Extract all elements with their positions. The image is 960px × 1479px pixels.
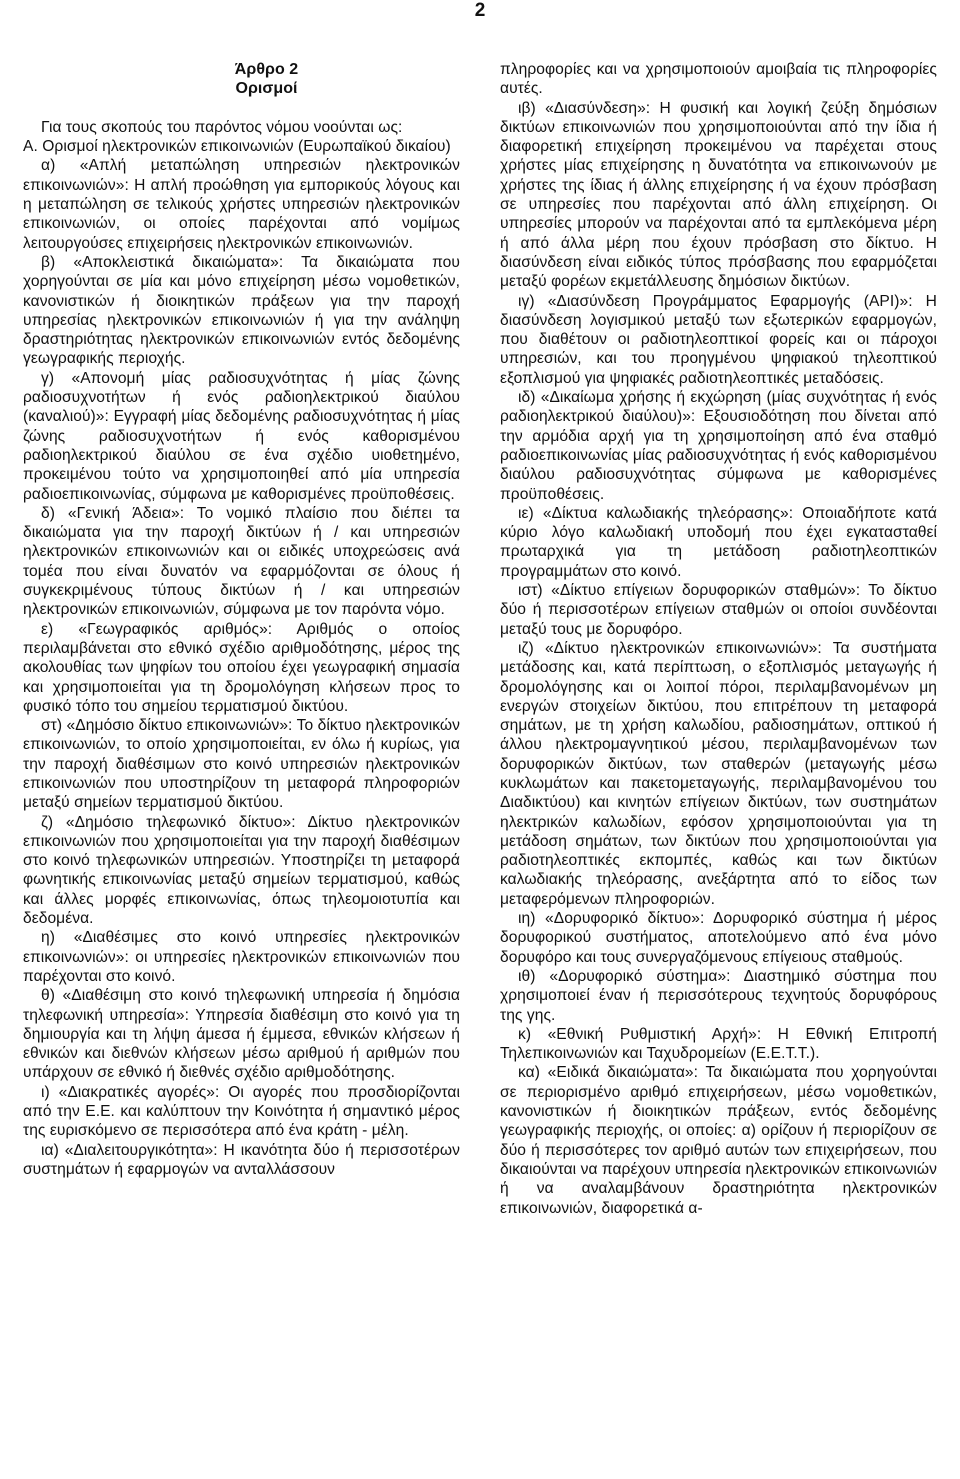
right-column bbox=[500, 60, 937, 1218]
definition-ig: ιγ) «Διασύνδεση Προγράμματος Εφαρμογής (API)»: Η διασύνδεση λογισμικού μεταξύ των εξωτερικών εφαρμογών, που διαθέτουν οι ραδιοτηλεοπτικοί φορείς και οι πάροχοι υπηρεσιών, και του προηγμένου ψηφιακού τηλεοπτικού εξοπλισμού για ψηφιακές ραδιοτηλεοπτικές μεταδόσεις. bbox=[500, 292, 937, 387]
definition-e: ε) «Γεωγραφικός αριθμός»: Αριθμός ο οποίος περιλαμβάνεται στο εθνικό σχέδιο αριθμοδότησης, μέρος της ακολουθίας των ψηφίων του οποίου έχει γεωγραφική σημασία και χρησιμοποιείται για τη δρομολόγηση κλήσεων προς το φυσικό τόπο του σημείου τερματισμού δικτύου. bbox=[23, 620, 460, 715]
article-title: Άρθρο 2 bbox=[234, 61, 299, 78]
definition-z: ζ) «Δημόσιο τηλεφωνικό δίκτυο»: Δίκτυο ηλεκτρονικών επικοινωνιών που χρησιμοποιείται για την παροχή διαθέσιμων στο κοινό τηλεφωνικών υπηρεσιών. Υποστηρίζει τη μεταφορά φωνητικής επικοινωνίας μεταξύ σημείων τερματισμού, καθώς και άλλες μορφές επικοινωνίας, όπως τηλεομοιοτυπία και δεδομένα. bbox=[23, 813, 460, 928]
definition-i: ι) «Διακρατικές αγορές»: Οι αγορές που προσδιορίζονται από την Ε.Ε. και καλύπτουν την Κοινότητα ή σημαντικό μέρος της ευρισκόμενο σε περισσότερα από ένα κράτη - μέλη. bbox=[23, 1083, 460, 1140]
definition-k: κ) «Εθνική Ρυθμιστική Αρχή»: Η Εθνική Επιτροπή Τηλεπικοινωνιών και Ταχυδρομείων (Ε.Ε.Τ.Τ.). bbox=[500, 1025, 937, 1063]
intro-paragraph: Για τους σκοπούς του παρόντος νόμου νοούνται ως: bbox=[41, 118, 403, 136]
definition-c: γ) «Απονομή μίας ραδιοσυχνότητας ή μίας ζώνης ραδιοσυχνοτήτων ή ενός ραδιοηλεκτρικού διαύλου (καναλιού)»: Εγγραφή μίας δεδομένης ραδιοσυχνότητας ή μίας ζώνης ραδιοσυχνοτήτων ή ενός καθορισμένου ραδιοηλεκτρικού διαύλου σε ένα σχέδιο υιοθετημένο, προκειμένου τούτο να χρησιμοποιηθεί από μία υπηρεσία ραδιοεπικοινωνίας, σύμφωνα με καθορισμένες προϋποθέσεις. bbox=[23, 369, 460, 503]
definition-ib: ιβ) «Διασύνδεση»: Η φυσική και λογική ζεύξη δημόσιων δικτύων επικοινωνιών που χρησιμοποιούνται από την ίδια ή διαφορετική επιχείρηση προκειμένου να παρέχεται στους χρήστες μίας επιχείρησης η δυνατότητα να επικοινωνούν με χρήστες της ίδιας ή άλλης επιχείρησης ή να έχουν πρόσβαση σε υπηρεσίες που παρέχονται από άλλη επιχείρηση. Οι υπηρεσίες μπορούν να παρέχονται από τα εμπλεκόμενα μέρη ή από άλλα μέρη που έχουν πρόσβαση στο δίκτυο. Η διασύνδεση είναι ειδικός τύπος πρόσβασης που εφαρμόζεται μεταξύ φορέων εκμετάλλευσης δημόσιων δικτύων. bbox=[500, 99, 937, 291]
definition-id: ιδ) «Δικαίωμα χρήσης ή εκχώρηση (μίας συχνότητας ή ενός ραδιοηλεκτρικού διαύλου)»: Εξουσιοδότηση που δίνεται από την αρμόδια αρχή για τη χρησιμοποίηση από ένα σταθμό ραδιοεπικοινωνίας μίας ραδιοσυχνότητας ή ενός καθορισμένου διαύλου ραδιοσυχνότητας σύμφωνα με καθορισμένες προϋποθέσεις. bbox=[500, 389, 937, 503]
definition-ie: ιε) «Δίκτυα καλωδιακής τηλεόρασης»: Οποιαδήποτε κατά κύριο λόγο καλωδιακή υποδομή που έχει εγκατασταθεί πρωταρχικά για τη μετάδοση ραδιοτηλεοπτικών προγραμμάτων στο κοινό. bbox=[500, 504, 937, 580]
definition-ih: ιη) «Δορυφορικό δίκτυο»: Δορυφορικό σύστημα ή μέρος δορυφορικού συστήματος, αποτελούμενο από ένα μόνο δορυφόρο και τους συνεργαζόμενους επίγειους σταθμούς. bbox=[500, 910, 937, 966]
definition-ist: ιστ) «Δίκτυο επίγειων δορυφορικών σταθμών»: Το δίκτυο δύο ή περισσοτέρων επίγειων σταθμών οι οποίοι συνδέονται μεταξύ τους με δορυφόρο. bbox=[500, 582, 937, 638]
left-column bbox=[23, 60, 460, 1179]
definition-ka: κα) «Ειδικά δικαιώματα»: Τα δικαιώματα που χορηγούνται σε περιορισμένο αριθμό επιχειρήσεων, μέσω νομοθετικών, κανονιστικών ή διοικητικών πράξεων, εντός δεδομένης γεωγραφικής περιοχής, οι οποίες: α) ορίζουν ή περιορίζουν σε δύο ή περισσότερες τον αριθμό αυτών των επιχειρήσεων, που δικαιούνται να παρέχουν υπηρεσία ηλεκτρονικών επικοινωνιών ή να αναλαμβάνουν δραστηριότητα ηλεκτρονικών επικοινωνιών, διαφορετικά α- bbox=[500, 1064, 937, 1217]
definition-a: α) «Απλή μεταπώληση υπηρεσιών ηλεκτρονικών επικοινωνιών»: Η απλή προώθηση για εμπορικούς λόγους και η μεταπώληση σε τελικούς χρήστες υπηρεσιών ηλεκτρονικών επικοινωνιών, οι οποίες παρέχονται από νομίμως λειτουργούσες επιχειρήσεις ηλεκτρονικών επικοινωνιών. bbox=[23, 157, 460, 252]
definition-ia-continued: πληροφορίες και να χρησιμοποιούν αμοιβαία τις πληροφορίες αυτές. bbox=[500, 61, 937, 98]
definition-d: δ) «Γενική Άδεια»: Το νομικό πλαίσιο που διέπει τα δικαιώματα για την παροχή δικτύων ή / και υπηρεσιών ηλεκτρονικών επικοινωνιών και οι ειδικές υποχρεώσεις ανά τομέα που είναι δυνατόν να εφαρμόζονται σε όλους ή συγκεκριμένους τύπους δικτύων ή / και υπηρεσιών ηλεκτρονικών επικοινωνιών, σύμφωνα με τον παρόντα νόμο. bbox=[23, 504, 460, 619]
definition-h: η) «Διαθέσιμες στο κοινό υπηρεσίες ηλεκτρονικών επικοινωνιών»: οι υπηρεσίες ηλεκτρονικών επικοινωνιών που παρέχονται στο κοινό. bbox=[23, 929, 460, 985]
definition-ith: ιθ) «Δορυφορικό σύστημα»: Διαστημικό σύστημα που χρησιμοποιεί έναν ή περισσότερους τεχνητούς δορυφόρους της γης. bbox=[500, 967, 937, 1024]
section-heading-a: Α. Ορισμοί ηλεκτρονικών επικοινωνιών (Ευρωπαϊκού δικαίου) bbox=[23, 138, 451, 156]
page-number: 2 bbox=[474, 0, 486, 21]
article-subtitle: Ορισμοί bbox=[235, 80, 298, 98]
definition-th: θ) «Διαθέσιμη στο κοινό τηλεφωνική υπηρεσία ή δημόσια τηλεφωνική υπηρεσία»: Υπηρεσία διαθέσιμη στο κοινό για τη δημιουργία και τη λήψη άμεσα ή έμμεσα, εθνικών κλήσεων ή εθνικών και διεθνών κλήσεων μέσω αριθμού ή αριθμών που υπάρχουν σε εθνικό ή διεθνές σχέδιο αριθμοδότησης. bbox=[23, 987, 460, 1082]
heading-spacer bbox=[23, 99, 460, 118]
definition-ia: ια) «Διαλειτουργικότητα»: Η ικανότητα δύο ή περισσοτέρων συστημάτων ή εφαρμογών να ανταλλάσσουν bbox=[23, 1141, 460, 1178]
definition-b: β) «Αποκλειστικά δικαιώματα»: Τα δικαιώματα που χορηγούνται σε μία και μόνο επιχείρηση μέσω νομοθετικών, κανονιστικών ή διοικητικών πράξεων για την παροχή υπηρεσίας ηλεκτρονικών επικοινωνιών ή για την ανάληψη δραστηριότητας ηλεκτρονικών επικοινωνιών εντός δεδομένης γεωγραφικής περιοχής. bbox=[23, 253, 460, 368]
definition-iz: ιζ) «Δίκτυο ηλεκτρονικών επικοινωνιών»: Τα συστήματα μετάδοσης και, κατά περίπτωση, ο εξοπλισμός μεταγωγής ή δρομολόγησης και οι λοιποί πόροι, περιλαμβανομένων μη ενεργών στοιχείων δικτύου, που επιτρέπουν τη μεταφορά σημάτων, με τη χρήση καλωδίου, ραδιοσημάτων, οπτικού ή άλλου ηλεκτρομαγνητικού μέσου, περιλαμβανομένων των δορυφορικών δικτύων, των σταθερών (μεταγωγής μέσω κυκλωμάτων και πακετομεταγωγής, περιλαμβανομένου του Διαδικτύου) και κινητών επίγειων δικτύων, των συστημάτων ηλεκτρικών καλωδίων, εφόσον χρησιμοποιούνται για τη μετάδοση σημάτων, των δικτύων που χρησιμοποιούνται για ραδιοτηλεοπτικές εκπομπές, καθώς και των δικτύων καλωδιακής τηλεόρασης, ανεξάρτητα από το είδος των μεταφερόμενων πληροφοριών. bbox=[500, 639, 937, 908]
definition-st: στ) «Δημόσιο δίκτυο επικοινωνιών»: Το δίκτυο ηλεκτρονικών επικοινωνιών, το οποίο χρησιμοποιείται, εν όλω ή κυρίως, για την παροχή διαθέσιμων στο κοινό υπηρεσιών ηλεκτρονικών επικοινωνιών που υποστηρίζουν τη μεταφορά πληροφοριών μεταξύ σημείων τερματισμού δικτύου. bbox=[23, 717, 460, 812]
